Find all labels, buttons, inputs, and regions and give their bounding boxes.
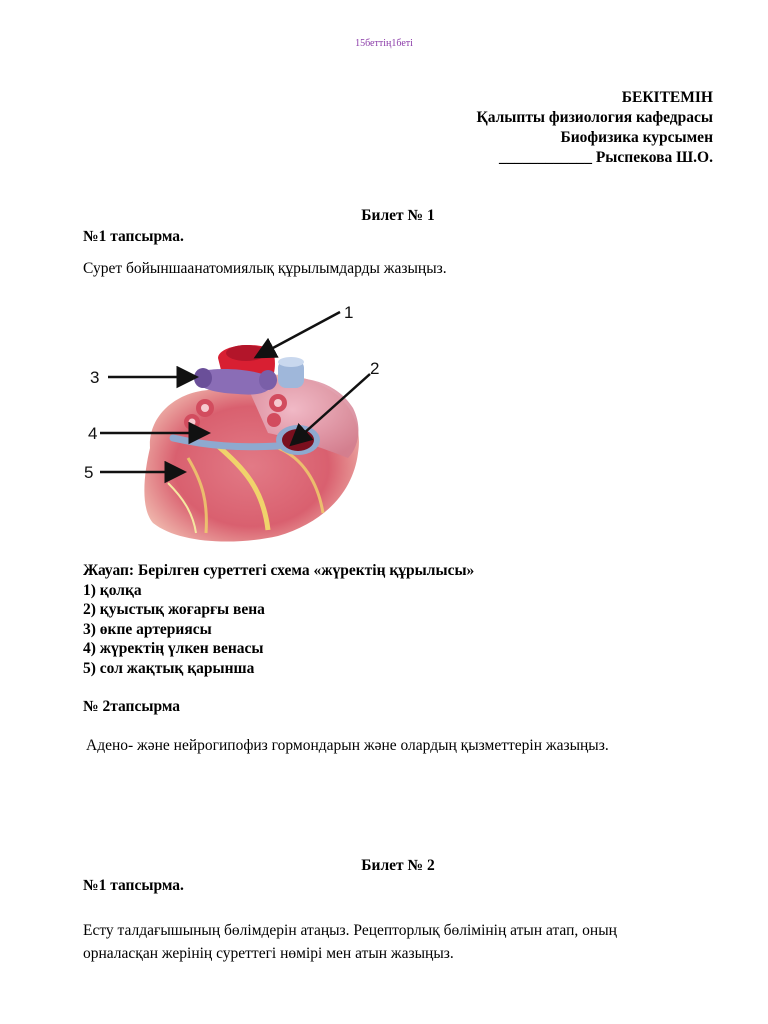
- approval-department: Қалыпты физиология кафедрасы: [476, 109, 713, 126]
- approval-block: [476, 88, 713, 168]
- figure-label-4: 4: [88, 424, 98, 443]
- figure-label-1: 1: [344, 303, 354, 322]
- ticket-1-task-1-heading: №1 тапсырма.: [83, 228, 184, 245]
- figure-label-5: 5: [84, 463, 94, 482]
- figure-label-3: 3: [90, 368, 100, 387]
- answer-item-4: 4) жүректің үлкен венасы: [83, 640, 264, 658]
- answer-item-2: 2) қуыстық жоғарғы вена: [83, 601, 265, 619]
- ticket-2-task-1-heading: №1 тапсырма.: [83, 877, 184, 894]
- page-number: 15беттің1беті: [355, 38, 413, 49]
- heart-anatomy-icon: [78, 298, 398, 548]
- answer-item-5: 5) сол жақтық қарынша: [83, 659, 255, 677]
- ticket-2-task-1-text-line-1: Есту талдағышының бөлімдерін атаңыз. Рецепторлық бөлімінің атын атап, оның: [83, 922, 617, 939]
- ticket-2-title: Билет № 2: [361, 857, 435, 874]
- answer-item-3: 3) өкпе артериясы: [83, 620, 212, 638]
- approval-signature: ____________ Рыспекова Ш.О.: [498, 149, 713, 166]
- ticket-1-task-2-text: Адено- және нейрогипофиз гормондарын және олардың қызметтерін жазыңыз.: [86, 737, 609, 754]
- ticket-1-task-2-heading: № 2тапсырма: [83, 698, 181, 715]
- ticket-2-task-1-text-line-2: орналасқан жерінің суреттегі нөмірі мен атын жазыңыз.: [83, 945, 454, 962]
- approval-title: БЕКІТЕМІН: [621, 89, 713, 106]
- answer-item-1: 1) қолқа: [83, 581, 142, 599]
- ticket-1-title: Билет № 1: [361, 207, 435, 224]
- approval-course: Биофизика курсымен: [560, 129, 713, 146]
- ticket-1-task-1-text: Сурет бойыншаанатомиялық құрылымдарды жазыңыз.: [83, 260, 447, 277]
- answer-heading: Жауап: Берілген суреттегі схема «жүректің құрылысы»: [83, 562, 475, 579]
- heart-figure: [78, 298, 398, 548]
- answer-block: [83, 561, 474, 679]
- figure-label-2: 2: [370, 359, 380, 378]
